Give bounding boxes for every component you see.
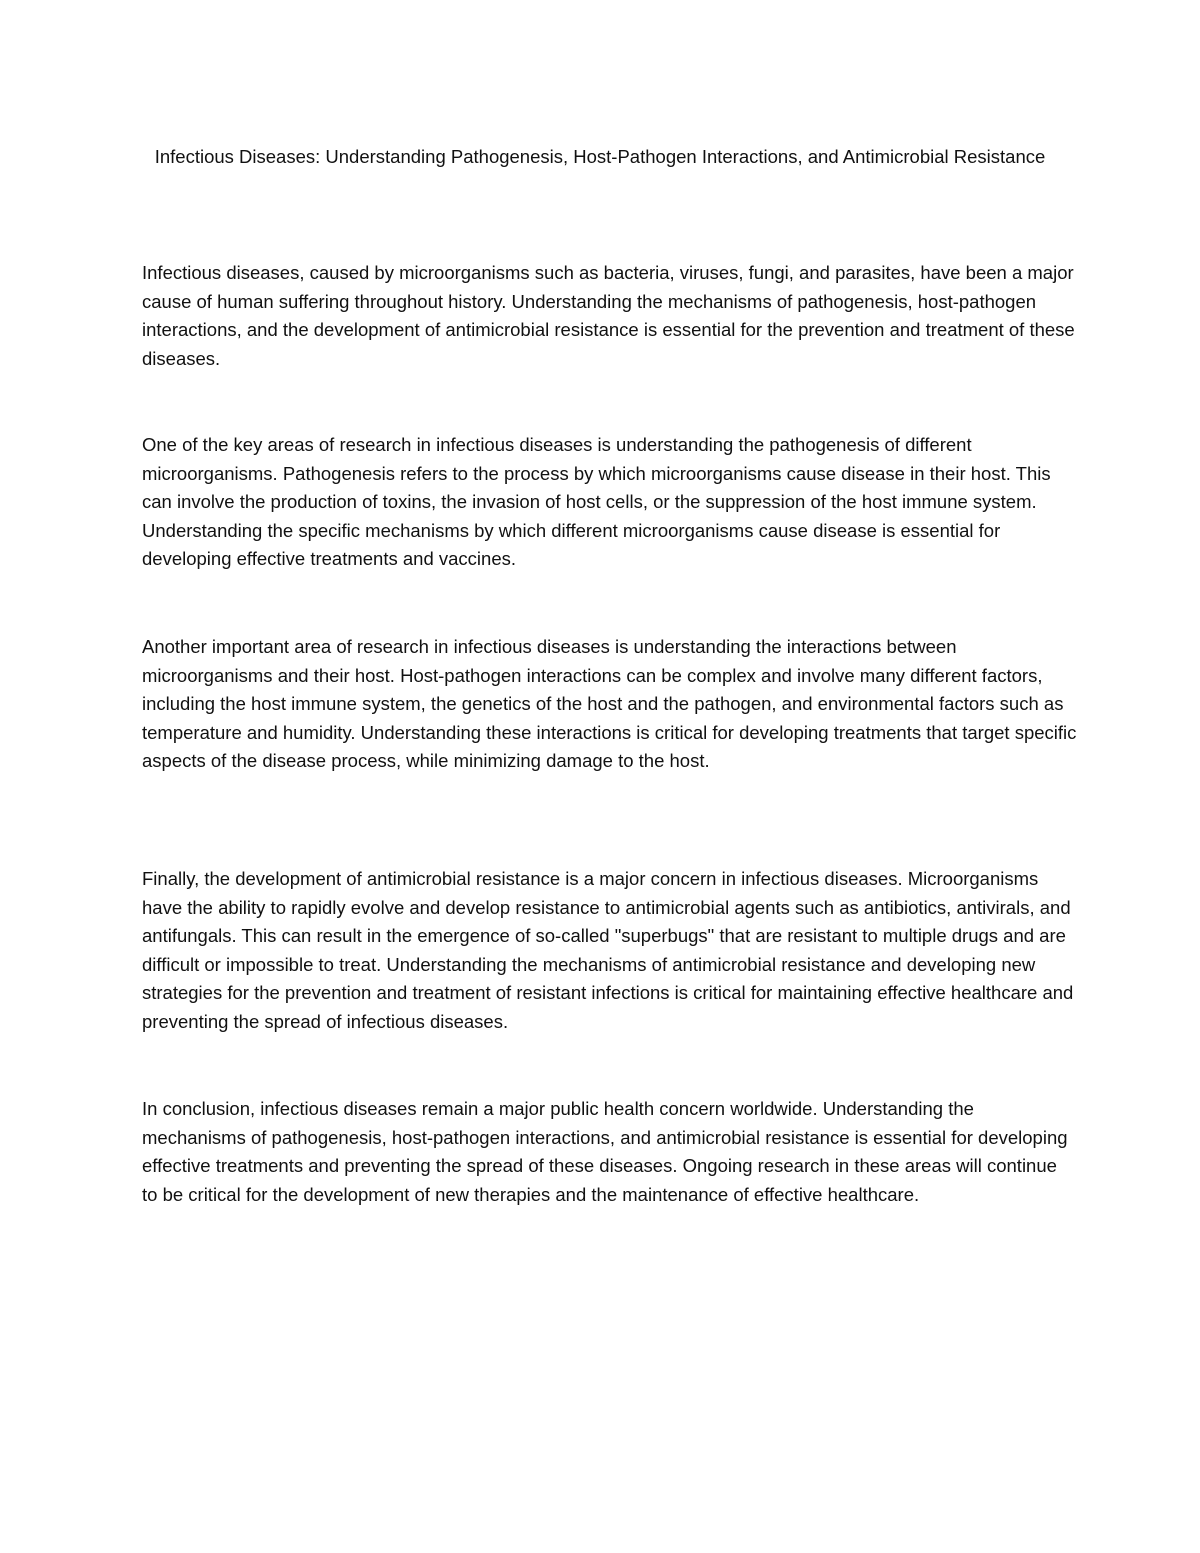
paragraph-antimicrobial-resistance: Finally, the development of antimicrobial resistance is a major concern in infectious diseases. Microorganisms have the ability to rapidly evolve and develop resistance to antimicrobial agents such as antibiotics, antivirals, and antifungals. This can result in the emergence of so-called "superbugs" that are resistant to multiple drugs and are difficult or impossible to treat. Understanding the mechanisms of antimicrobial resistance and developing new strategies for the prevention and treatment of resistant infections is critical for maintaining effective healthcare and preventing the spread of infectious diseases. [142,868,1074,1032]
document-title: Infectious Diseases: Understanding Pathogenesis, Host-Pathogen Interactions, and Antimicrobial Resistance [154,146,1046,167]
paragraph-introduction: Infectious diseases, caused by microorganisms such as bacteria, viruses, fungi, and parasites, have been a major cause of human suffering throughout history. Understanding the mechanisms of pathogenesis, host-pathogen interactions, and the development of antimicrobial resistance is essential for the prevention and treatment of these diseases. [142,262,1075,369]
paragraph-host-pathogen-interactions: Another important area of research in infectious diseases is understanding the interactions between microorganisms and their host. Host-pathogen interactions can be complex and involve many different factors, including the host immune system, the genetics of the host and the pathogen, and environmental factors such as temperature and humidity. Understanding these interactions is critical for developing treatments that target specific aspects of the disease process, while minimizing damage to the host. [142,636,1077,771]
paragraph-conclusion: In conclusion, infectious diseases remain a major public health concern worldwide. Understanding the mechanisms of pathogenesis, host-pathogen interactions, and antimicrobial resistance is essential for developing effective treatments and preventing the spread of these diseases. Ongoing research in these areas will continue to be critical for the development of new therapies and the maintenance of effective healthcare. [142,1098,1068,1205]
paragraph-pathogenesis: One of the key areas of research in infectious diseases is understanding the pathogenesis of different microorganisms. Pathogenesis refers to the process by which microorganisms cause disease in their host. This can involve the production of toxins, the invasion of host cells, or the suppression of the host immune system. Understanding the specific mechanisms by which different microorganisms cause disease is essential for developing effective treatments and vaccines. [142,434,1051,569]
